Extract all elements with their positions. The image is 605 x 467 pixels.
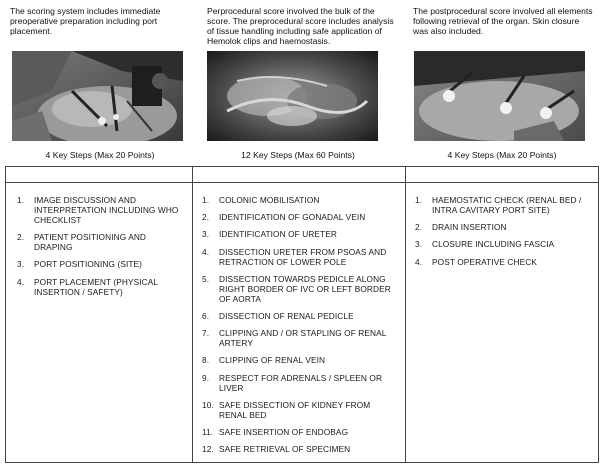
perprocedural-steps-list <box>202 195 397 461</box>
list-item <box>202 427 397 437</box>
preprocedural-description: The scoring system includes immediate preoperative preparation including port placement. <box>10 6 161 36</box>
step-label: SAFE DISSECTION OF KIDNEY FROM RENAL BED <box>219 399 371 420</box>
step-label: IDENTIFICATION OF URETER <box>219 229 337 240</box>
step-number: 3. <box>202 229 210 240</box>
step-label: IDENTIFICATION OF GONADAL VEIN <box>219 212 366 223</box>
list-item <box>202 328 397 348</box>
list-item <box>202 274 397 304</box>
list-item <box>17 259 182 269</box>
step-number: 4. <box>17 276 25 287</box>
step-label: SAFE RETRIEVAL OF SPECIMEN <box>219 444 351 455</box>
port-site-closure-image <box>414 51 585 141</box>
list-item <box>202 212 397 222</box>
step-number: 6. <box>202 310 210 321</box>
operating-room-image <box>12 51 183 141</box>
step-label: PORT POSITIONING (SITE) <box>34 259 143 270</box>
list-item <box>415 222 593 232</box>
port-site-closure-photo <box>414 51 585 141</box>
table-column-divider <box>405 167 406 462</box>
list-item <box>202 400 397 420</box>
step-number: 12. <box>202 444 214 455</box>
step-number: 5. <box>202 273 210 284</box>
preprocedural-caption: 4 Key Steps (Max 20 Points) <box>45 150 155 160</box>
postprocedural-caption: 4 Key Steps (Max 20 Points) <box>447 150 557 160</box>
step-number: 4. <box>202 246 210 257</box>
step-number: 3. <box>415 239 423 250</box>
postprocedural-steps-list <box>415 195 593 274</box>
list-item <box>17 232 182 252</box>
list-item <box>202 229 397 239</box>
step-number: 2. <box>415 222 423 233</box>
list-item <box>17 195 182 225</box>
step-number: 9. <box>202 372 210 383</box>
laparoscopic-view-photo <box>207 51 378 141</box>
step-label: POST OPERATIVE CHECK <box>432 256 537 267</box>
step-label: SAFE INSERTION OF ENDOBAG <box>219 426 349 437</box>
list-item <box>202 247 397 267</box>
table-column-divider <box>192 167 193 462</box>
step-number: 1. <box>202 195 210 205</box>
step-label: PORT PLACEMENT (PHYSICAL INSERTION / SAFETY) <box>34 276 158 297</box>
step-label: CLIPPING OF RENAL VEIN <box>219 355 326 366</box>
operating-room-photo <box>12 51 183 141</box>
postprocedural-description: The postprocedural score involved all elements following retrieval of the organ. Skin closure was also included. <box>413 6 593 36</box>
step-label: DRAIN INSERTION <box>432 222 507 233</box>
step-label: IMAGE DISCUSSION AND INTERPRETATION INCLUDING WHO CHECKLIST <box>34 195 179 225</box>
step-number: 3. <box>17 259 25 270</box>
step-number: 11. <box>202 426 214 437</box>
laparoscopic-view-image <box>207 51 378 141</box>
step-label: CLOSURE INCLUDING FASCIA <box>432 239 555 250</box>
step-label: RESPECT FOR ADRENALS / SPLEEN OR LIVER <box>219 372 383 393</box>
step-label: DISSECTION OF RENAL PEDICLE <box>219 310 354 321</box>
step-label: DISSECTION TOWARDS PEDICLE ALONG RIGHT BORDER OF IVC OR LEFT BORDER OF AORTA <box>219 273 391 304</box>
step-number: 1. <box>415 195 423 205</box>
step-number: 7. <box>202 328 210 339</box>
list-item <box>202 311 397 321</box>
list-item <box>415 239 593 249</box>
step-number: 1. <box>17 195 25 205</box>
step-label: CLIPPING AND / OR STAPLING OF RENAL ARTERY <box>219 328 387 349</box>
step-number: 4. <box>415 256 423 267</box>
list-item <box>202 355 397 365</box>
step-number: 2. <box>17 232 25 243</box>
step-label: DISSECTION URETER FROM PSOAS AND RETRACTION OF LOWER POLE <box>219 246 387 267</box>
list-item <box>415 257 593 267</box>
list-item <box>202 373 397 393</box>
step-number: 10. <box>202 399 214 410</box>
perprocedural-caption: 12 Key Steps (Max 60 Points) <box>241 150 355 160</box>
step-label: PATIENT POSITIONING AND DRAPING <box>34 232 147 253</box>
perprocedural-description: Perprocedural score involved the bulk of the score. The preprocedural score includes analysis of tissue handling including safe application of Hemolok clips and haemostasis. <box>207 6 394 46</box>
step-label: HAEMOSTATIC CHECK (RENAL BED / INTRA CAVITARY PORT SITE) <box>432 195 582 215</box>
key-steps-table <box>5 166 599 463</box>
step-number: 2. <box>202 212 210 223</box>
list-item <box>202 195 397 205</box>
step-number: 8. <box>202 355 210 366</box>
list-item <box>415 195 593 215</box>
list-item <box>202 444 397 454</box>
step-label: COLONIC MOBILISATION <box>219 195 320 205</box>
preprocedural-steps-list <box>17 195 182 304</box>
list-item <box>17 277 182 297</box>
table-header-divider <box>6 182 598 183</box>
